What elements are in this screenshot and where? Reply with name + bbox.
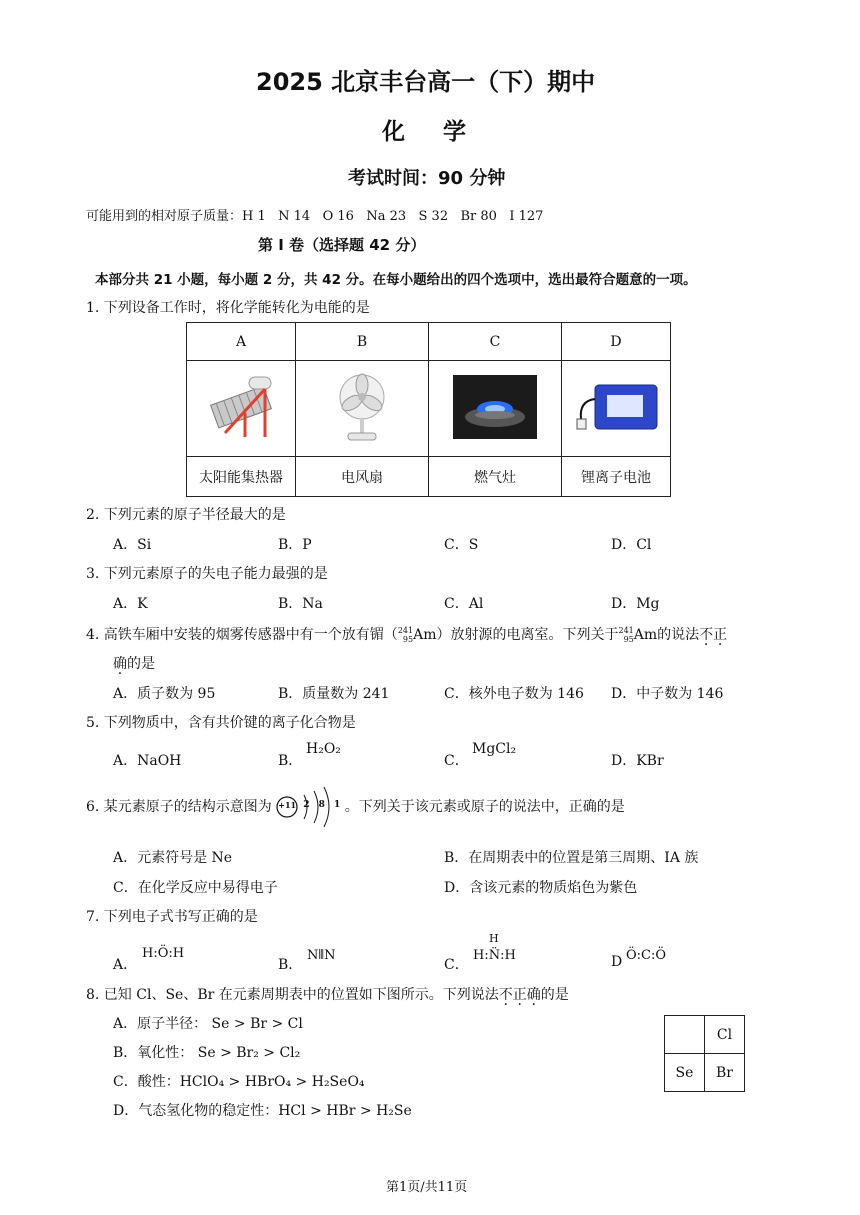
q5-mgcl2: MgCl₂ xyxy=(472,741,517,757)
q7-b-formula: N⦀N xyxy=(307,948,336,963)
q7-c-top: H xyxy=(489,932,499,945)
q2-option-a: A．Si xyxy=(113,537,152,553)
q6-option-d: D．含该元素的物质焰色为紫色 xyxy=(444,880,638,896)
page-footer: 第1页/共11页 xyxy=(386,1180,468,1195)
subject-title: 化学 xyxy=(382,119,504,145)
q8-option-d: D．气态氢化物的稳定性：HCl > HBr > H₂Se xyxy=(113,1103,412,1119)
q1-letter-a: A xyxy=(187,323,296,361)
q1-label-d: 锂离子电池 xyxy=(562,457,671,497)
q7-option-d: D xyxy=(611,954,623,970)
q1-letter-c: C xyxy=(429,323,562,361)
q8-option-b: B．氧化性： Se > Br₂ > Cl₂ xyxy=(113,1045,301,1061)
pt-cell-br: Br xyxy=(705,1054,745,1092)
q8-stem: 8. 已知 Cl、Se、Br 在元素周期表中的位置如下图所示。下列说法不正确的是 xyxy=(86,987,569,1003)
q1-stem: 1. 下列设备工作时，将化学能转化为电能的是 xyxy=(86,300,370,316)
q4-option-c: C．核外电子数为 146 xyxy=(444,686,584,702)
q1-label-c: 燃气灶 xyxy=(429,457,562,497)
q6-stem: 6. 某元素原子的结构示意图为 +11 2 8 1 。下列关于该元素或原子的说法中，正确的是 xyxy=(86,796,625,817)
q5-stem: 5. 下列物质中，含有共价键的离子化合物是 xyxy=(86,715,356,731)
gas-stove-image xyxy=(429,361,562,457)
q5-h2o2: H₂O₂ xyxy=(306,741,341,757)
solar-heater-image xyxy=(187,361,296,457)
q7-option-c: C． xyxy=(444,957,469,973)
q7-c-formula: H:N̈:H xyxy=(473,948,516,963)
q3-option-c: C．Al xyxy=(444,596,484,612)
q3-stem: 3. 下列元素原子的失电子能力最强的是 xyxy=(86,566,328,582)
q1-table xyxy=(186,322,671,497)
q5-option-a: A．NaOH xyxy=(113,753,182,769)
q1-label-b: 电风扇 xyxy=(296,457,429,497)
q2-option-d: D．Cl xyxy=(611,537,652,553)
q3-option-d: D．Mg xyxy=(611,596,660,612)
q4-option-b: B．质量数为 241 xyxy=(278,686,390,702)
q8-option-a: A．原子半径： Se > Br > Cl xyxy=(113,1016,303,1032)
q1-letter-d: D xyxy=(562,323,671,361)
q4-option-a: A．质子数为 95 xyxy=(113,686,216,702)
page-title: 2025 北京丰台高一（下）期中 xyxy=(256,68,596,96)
pt-cell-cl: Cl xyxy=(705,1016,745,1054)
q4-option-d: D．中子数为 146 xyxy=(611,686,724,702)
q4-stem-line1: 4. 高铁车厢中安装的烟雾传感器中有一个放有镅（241 95Am）放射源的电离室。下列关于241 95Am的说法不正 xyxy=(86,626,728,644)
atomic-masses: 可能用到的相对原子质量：H 1 N 14 O 16 Na 23 S 32 Br 80 I 127 xyxy=(86,209,544,224)
q7-option-a: A． xyxy=(113,957,138,973)
exam-time: 考试时间：90 分钟 xyxy=(348,168,506,189)
periodic-table-fragment xyxy=(664,1015,745,1092)
q7-d-formula: Ö:C:Ö xyxy=(626,948,667,963)
q6-option-a: A．元素符号是 Ne xyxy=(113,850,233,866)
q5-option-d: D．KBr xyxy=(611,753,664,769)
q5-option-b: B． xyxy=(278,753,303,769)
q2-option-b: B．P xyxy=(278,537,312,553)
section-title: 第 I 卷（选择题 42 分） xyxy=(258,236,426,254)
q2-option-c: C．S xyxy=(444,537,479,553)
nucleus-charge: +11 xyxy=(278,800,297,810)
q3-option-b: B．Na xyxy=(278,596,323,612)
q5-option-c: C． xyxy=(444,753,469,769)
q1-letter-b: B xyxy=(296,323,429,361)
q2-stem: 2. 下列元素的原子半径最大的是 xyxy=(86,507,286,523)
q7-option-b: B． xyxy=(278,957,303,973)
am-nuclide-numbers: 241 95 xyxy=(397,626,414,644)
electric-fan-image xyxy=(296,361,429,457)
shell-electrons: 2 8 1 xyxy=(303,800,344,810)
q7-stem: 7. 下列电子式书写正确的是 xyxy=(86,909,258,925)
q3-option-a: A．K xyxy=(113,596,148,612)
q6-option-b: B．在周期表中的位置是第三周期、IA 族 xyxy=(444,850,699,866)
atomic-structure-diagram xyxy=(276,797,344,817)
q7-a-formula: H:Ö:H xyxy=(142,946,185,961)
q1-label-a: 太阳能集热器 xyxy=(187,457,296,497)
lithium-battery-image xyxy=(562,361,671,457)
section-instructions: 本部分共 21 小题，每小题 2 分，共 42 分。在每小题给出的四个选项中，选出最符合题意的一项。 xyxy=(95,272,697,288)
pt-cell-empty xyxy=(665,1016,705,1054)
q4-stem-line2: 确的是 xyxy=(113,656,155,672)
pt-cell-se: Se xyxy=(665,1054,705,1092)
q6-option-c: C．在化学反应中易得电子 xyxy=(113,880,278,896)
q8-option-c: C．酸性：HClO₄ > HBrO₄ > H₂SeO₄ xyxy=(113,1074,365,1090)
